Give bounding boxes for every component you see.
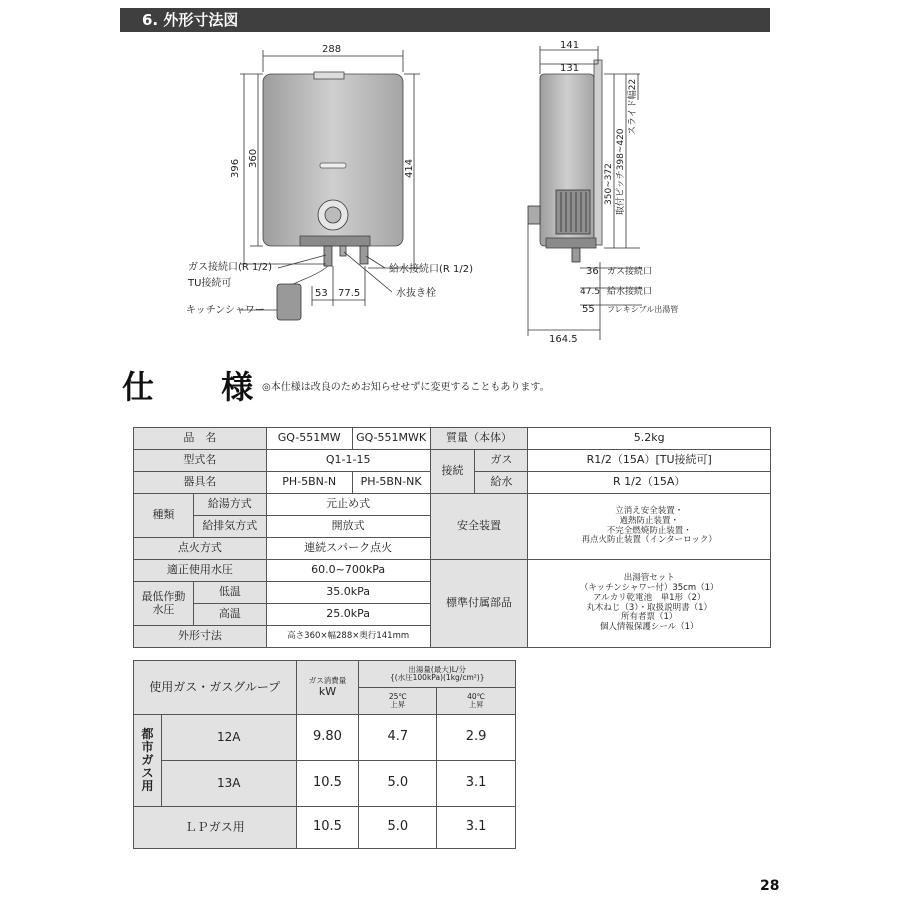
gas-type: 13A: [161, 761, 296, 807]
kitchen-shower-label: キッチンシャワー: [186, 305, 265, 316]
gas-40c: 2.9: [437, 715, 516, 761]
header-25c: [359, 688, 437, 715]
header-25c-text: 25℃: [388, 691, 407, 701]
page-number: 28: [760, 878, 780, 894]
city-gas-char: ガ: [141, 752, 154, 767]
gas-25c: 5.0: [359, 807, 437, 849]
accessory-item: （キッチンシャワー付）35cm（1）: [579, 582, 719, 593]
safety-item: 再点火防止装置（インターロック）: [581, 535, 717, 546]
appliance-name-2: PH-5BN-NK: [352, 472, 430, 494]
gas-40c: 3.1: [437, 761, 516, 807]
city-gas-char: ス: [141, 766, 154, 781]
gas-type: 12A: [161, 715, 296, 761]
table-row: [134, 661, 516, 688]
high-temp-value: 25.0kPa: [266, 604, 430, 626]
water-connection-label: 給水接続口(R 1/2): [389, 264, 474, 275]
city-gas-char: 用: [141, 779, 154, 794]
front-height-body-label: 360: [248, 148, 259, 168]
side-range-label: 350~372: [604, 163, 614, 205]
dimension-drawing: [0, 0, 900, 345]
gas-40c: 3.1: [437, 807, 516, 849]
dimensions-value: 高さ360×幅288×奥行141mm: [266, 626, 430, 648]
product-name-label: 品 名: [134, 428, 267, 450]
city-gas-label: [134, 715, 162, 807]
spec-title: 仕 様: [122, 368, 282, 406]
dimensions-label: 外形寸法: [134, 626, 267, 648]
side-slide-label: スライド幅22: [628, 78, 638, 135]
table-row: [134, 807, 516, 849]
side-pitch-label: 取付ピッチ398~420: [616, 128, 626, 215]
header-40c-text: 40℃: [467, 691, 486, 701]
weight-label: 質量（本体）: [430, 428, 528, 450]
gas-25c: 5.0: [359, 761, 437, 807]
table-row: [134, 715, 516, 761]
appliance-name-label: 器具名: [134, 472, 267, 494]
drain-plug-label: 水抜き栓: [396, 288, 436, 299]
accessory-item: 出湯管セット: [623, 573, 675, 584]
gas-connection-value: R1/2（15A）[TU接続可]: [528, 450, 771, 472]
high-temp-label: 高温: [193, 604, 266, 626]
table-row: [134, 761, 516, 807]
accessory-item: 所有者票（1）: [620, 612, 678, 623]
exhaust-method-label: 給排気方式: [193, 516, 266, 538]
water-label: 給水: [475, 472, 528, 494]
supply-method-value: 元止め式: [266, 494, 430, 516]
header-40c: [437, 688, 516, 715]
low-temp-label: 低温: [193, 582, 266, 604]
kind-label: 種類: [134, 494, 194, 538]
table-row: [134, 560, 771, 582]
front-offset-left-label: 53: [315, 288, 328, 299]
gas-kw: 9.80: [296, 715, 359, 761]
consumption-header: [296, 661, 359, 715]
weight-value: 5.2kg: [528, 428, 771, 450]
water-connection-value: R 1/2（15A）: [528, 472, 771, 494]
side-water-dim: 47.5: [580, 287, 601, 297]
side-water-label: 給水接続口: [607, 287, 653, 297]
front-offset-right-label: 77.5: [338, 288, 361, 299]
min-pressure-label: [134, 582, 194, 626]
side-flex-dim: 55: [582, 304, 595, 315]
type-name-value: Q1-1-15: [266, 450, 430, 472]
gas-kw: 10.5: [296, 761, 359, 807]
supply-method-label: 給湯方式: [193, 494, 266, 516]
accessories-list: [528, 560, 771, 648]
front-view: [240, 50, 420, 320]
spec-table: [133, 427, 771, 648]
gas-table: [133, 660, 516, 849]
table-row: [134, 494, 771, 516]
accessories-label: 標準付属部品: [430, 560, 528, 648]
gas-25c: 4.7: [359, 715, 437, 761]
table-row: [134, 428, 771, 450]
ignition-value: 連続スパーク点火: [266, 538, 430, 560]
front-width-label: 288: [322, 44, 342, 55]
model-2: GQ-551MWK: [352, 428, 430, 450]
side-flex-label: フレキシブル出湯管: [607, 305, 679, 314]
consumption-unit: kW: [318, 684, 337, 698]
ignition-label: 点火方式: [134, 538, 267, 560]
spec-note: ◎本仕様は改良のためお知らせせずに変更することもあります。: [262, 382, 550, 393]
water-pressure-value: 60.0~700kPa: [266, 560, 430, 582]
appliance-name-1: PH-5BN-N: [266, 472, 352, 494]
safety-item: 不完全燃焼防止装置・: [606, 525, 692, 536]
front-height-pipe-label: 414: [404, 158, 415, 178]
accessory-item: アルカリ乾電池 単1形（2）: [592, 592, 706, 603]
connection-label: 接続: [430, 450, 475, 494]
output-header: [359, 661, 516, 688]
output-header-sub: {(水圧100kPa)(1kg/cm²)}: [389, 673, 485, 682]
side-depth-body-label: 131: [560, 63, 580, 74]
gas-kw: 10.5: [296, 807, 359, 849]
gas-group-header: 使用ガス・ガスグループ: [134, 661, 297, 715]
model-1: GQ-551MW: [266, 428, 352, 450]
header-25c-sub: 上昇: [390, 700, 406, 709]
city-gas-char: 市: [141, 739, 154, 754]
min-pressure-label-line: 最低作動: [141, 589, 186, 603]
type-name-label: 型式名: [134, 450, 267, 472]
front-height-total-label: 396: [230, 158, 241, 178]
low-temp-value: 35.0kPa: [266, 582, 430, 604]
accessory-item: 個人情報保護シール（1）: [599, 622, 699, 633]
safety-item: 過熱防止装置・: [619, 515, 679, 526]
side-gas-dim: 36: [586, 266, 599, 277]
water-pressure-label: 適正使用水圧: [134, 560, 267, 582]
table-row: [134, 450, 771, 472]
safety-item: 立消え安全装置・: [615, 505, 684, 516]
exhaust-method-value: 開放式: [266, 516, 430, 538]
accessory-item: 丸木ねじ（3）・取扱説明書（1）: [586, 602, 712, 613]
consumption-header-text: ガス消費量: [308, 676, 347, 686]
side-depth-total-label: 141: [560, 40, 580, 51]
city-gas-char: 都: [141, 726, 154, 741]
safety-devices: [528, 494, 771, 560]
header-40c-sub: 上昇: [468, 700, 484, 709]
safety-label: 安全装置: [430, 494, 528, 560]
side-gas-label: ガス接続口: [607, 267, 653, 277]
min-pressure-label-line: 水圧: [152, 602, 175, 616]
side-bottom-width-label: 164.5: [549, 334, 578, 345]
output-header-text: 出湯量(最大)L/分: [408, 664, 466, 674]
gas-type: ＬＰガス用: [134, 807, 297, 849]
gas-connection-label: ガス接続口(R 1/2): [188, 262, 273, 273]
tu-connection-label: TU接続可: [188, 278, 232, 289]
section-title: 6. 外形寸法図: [142, 11, 239, 29]
gas-label: ガス: [475, 450, 528, 472]
